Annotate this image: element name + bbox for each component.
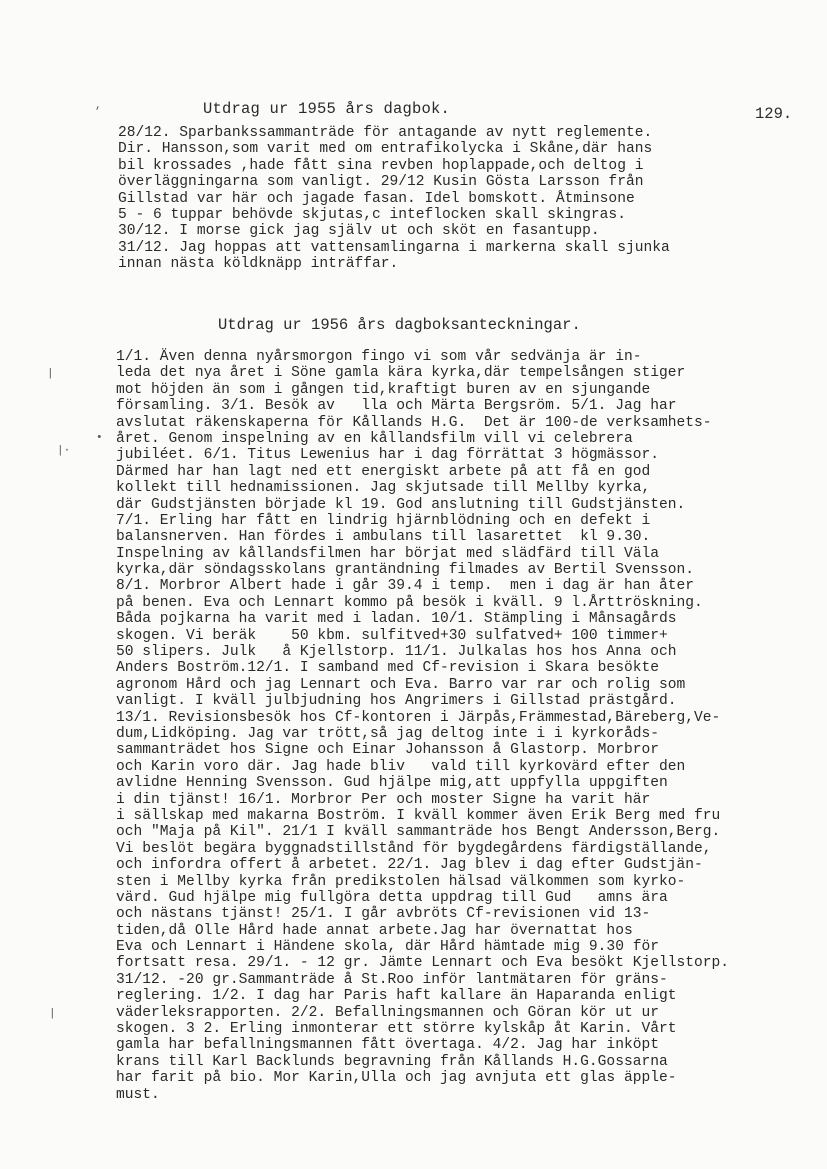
text-line: 7/1. Erling har fått en lindrig hjärnblödning och en defekt i [116, 512, 651, 529]
text-line: Anders Boström.12/1. I samband med Cf-revision i Skara besökte [116, 660, 659, 677]
text-line: väderleksrapporten. 2/2. Befallningsmannen och Göran kör ut ur [116, 1004, 659, 1021]
text-line: och "Maja på Kil". 21/1 I kväll sammanträde hos Bengt Andersson,Berg. [116, 824, 721, 841]
text-line: mot höjden än som i gången tid,kraftigt buren av en sjungande [116, 381, 651, 398]
text-line: leda det nya året i Söne gamla kära kyrka,där tempelsången stiger [116, 365, 686, 382]
text-line: must. [116, 1086, 160, 1103]
diary-entries-1956 [116, 349, 806, 1103]
text-line: Båda pojkarna ha varit med i ladan. 10/1. Stämpling i Månsagårds [116, 611, 677, 628]
text-line: överläggningarna som vanligt. 29/12 Kusin Gösta Larsson från [118, 174, 644, 191]
margin-mark: |· [57, 445, 71, 457]
text-line: församling. 3/1. Besök av lla och Märta Bergsröm. 5/1. Jag har [116, 398, 677, 415]
text-line: Dir. Hansson,som varit med om entrafikolycka i Skåne,där hans [118, 141, 653, 158]
text-line: bil krossades ,hade fått sina revben hoplappade,och deltog i [118, 157, 644, 174]
text-line: innan nästa köldknäpp inträffar. [118, 256, 399, 273]
margin-mark: | [47, 368, 54, 380]
text-line: avlidne Henning Svensson. Gud hjälpe mig,att uppfylla uppgiften [116, 775, 668, 792]
text-line: värd. Gud hjälpe mig fullgöra detta uppdrag till Gud amns ära [116, 889, 668, 906]
text-line: Inspelning av kållandsfilmen har börjat med slädfärd till Väla [116, 545, 659, 562]
text-line: agronom Hård och jag Lennart och Eva. Barro var rar och rolig som [116, 676, 686, 693]
text-line: i din tjänst! 16/1. Morbror Per och moster Signe ha varit här [116, 791, 651, 808]
text-line: krans till Karl Backlunds begravning från Kållands H.G.Gossarna [116, 1053, 668, 1070]
text-line: 8/1. Morbror Albert hade i går 39.4 i temp. men i dag är han åter [116, 578, 695, 595]
text-line: har farit på bio. Mor Karin,Ulla och jag avnjuta ett glas äpple- [116, 1070, 677, 1087]
text-line: kyrka,där söndagsskolans grantändning filmades av Bertil Svensson. [116, 562, 695, 579]
text-line: tiden,då Olle Hård hade annat arbete.Jag har övernattat hos [116, 922, 633, 939]
text-line: sten i Mellby kyrka från predikstolen hälsad välkommen som kyrko- [116, 873, 686, 890]
text-line: 31/12. Jag hoppas att vattensamlingarna i markerna skall sjunka [118, 239, 670, 256]
text-line: på benen. Eva och Lennart kommo på besök i kväll. 9 l.Årttröskning. [116, 594, 703, 611]
margin-mark: , [95, 100, 102, 112]
text-line: 1/1. Även denna nyårsmorgon fingo vi som vår sedvänja är in- [116, 349, 642, 365]
text-line: året. Genom inspelning av en kållandsfilm vill vi celebrera [116, 430, 633, 447]
text-line: 30/12. I morse gick jag själv ut och sköt en fasantupp. [118, 223, 600, 240]
text-line: och Karin voro där. Jag hade bliv vald till kyrkovärd efter den [116, 758, 686, 775]
text-line: Gillstad var här och jagade fasan. Idel bomskott. Åtminsone [118, 190, 635, 207]
text-line: Därmed har han lagt ned ett energiskt arbete på att få en god [116, 463, 651, 480]
text-line: Vi beslöt begära byggnadstillstånd för bygdegårdens färdigställande, [116, 840, 712, 857]
page-number: 129. [755, 105, 793, 123]
text-line: skogen. Vi beräk 50 kbm. sulfitved+30 sulfatved+ 100 timmer+ [116, 627, 668, 644]
text-line: 28/12. Sparbankssammanträde för antagande av nytt reglemente. [118, 125, 653, 141]
text-line: 50 slipers. Julk å Kjellstorp. 11/1. Julkalas hos hos Anna och [116, 644, 677, 661]
text-line: och infordra offert å arbetet. 22/1. Jag blev i dag efter Gudstjän- [116, 857, 703, 874]
margin-mark: • [96, 432, 103, 444]
text-line: jubiléet. 6/1. Titus Lewenius har i dag förrättat 3 högmässor. [116, 447, 659, 464]
text-line: balansnerven. Han fördes i ambulans till lasarettet kl 9.30. [116, 529, 651, 546]
text-line: fortsatt resa. 29/1. - 12 gr. Jämte Lennart och Eva besökt Kjellstorp. [116, 955, 730, 972]
text-line: 31/12. -20 gr.Sammanträde å St.Roo inför lantmätaren för gräns- [116, 971, 668, 988]
diary-entries-1955 [118, 125, 798, 273]
text-line: avslutat räkenskaperna för Kållands H.G. Det är 100-de verksamhets- [116, 414, 712, 431]
text-line: Eva och Lennart i Händene skola, där Hård hämtade mig 9.30 för [116, 939, 659, 956]
text-line: sammanträdet hos Signe och Einar Johansson å Glastorp. Morbror [116, 742, 659, 759]
text-line: i sällskap med makarna Boström. I kväll kommer även Erik Berg med fru [116, 807, 721, 824]
document-heading: Utdrag ur 1955 års dagbok. [203, 100, 451, 118]
text-line: 5 - 6 tuppar behövde skjutas,c inteflocken skall skingras. [118, 206, 626, 223]
text-line: vanligt. I kväll julbjudning hos Angrimers i Gillstad prästgård. [116, 693, 677, 710]
text-line: där Gudstjänsten började kl 19. God anslutning till Gudstjänsten. [116, 496, 686, 513]
text-line: och nästans tjänst! 25/1. I går avbröts Cf-revisionen vid 13- [116, 906, 651, 923]
text-line: gamla har befallningsmannen fått övertaga. 4/2. Jag har inköpt [116, 1037, 659, 1054]
text-line: 13/1. Revisionsbesök hos Cf-kontoren i Järpås,Främmestad,Bäreberg,Ve- [116, 709, 721, 726]
text-line: kollekt till hednamissionen. Jag skjutsade till Mellby kyrka, [116, 480, 651, 497]
margin-mark: | [49, 1008, 56, 1020]
section-heading-1956: Utdrag ur 1956 års dagboksanteckningar. [218, 316, 581, 334]
text-line: reglering. 1/2. I dag har Paris haft kallare än Haparanda enligt [116, 988, 677, 1005]
text-line: dum,Lidköping. Jag var trött,så jag deltog inte i i kyrkoråds- [116, 725, 659, 742]
text-line: skogen. 3 2. Erling inmonterar ett större kylskåp åt Karin. Vårt [116, 1021, 677, 1038]
